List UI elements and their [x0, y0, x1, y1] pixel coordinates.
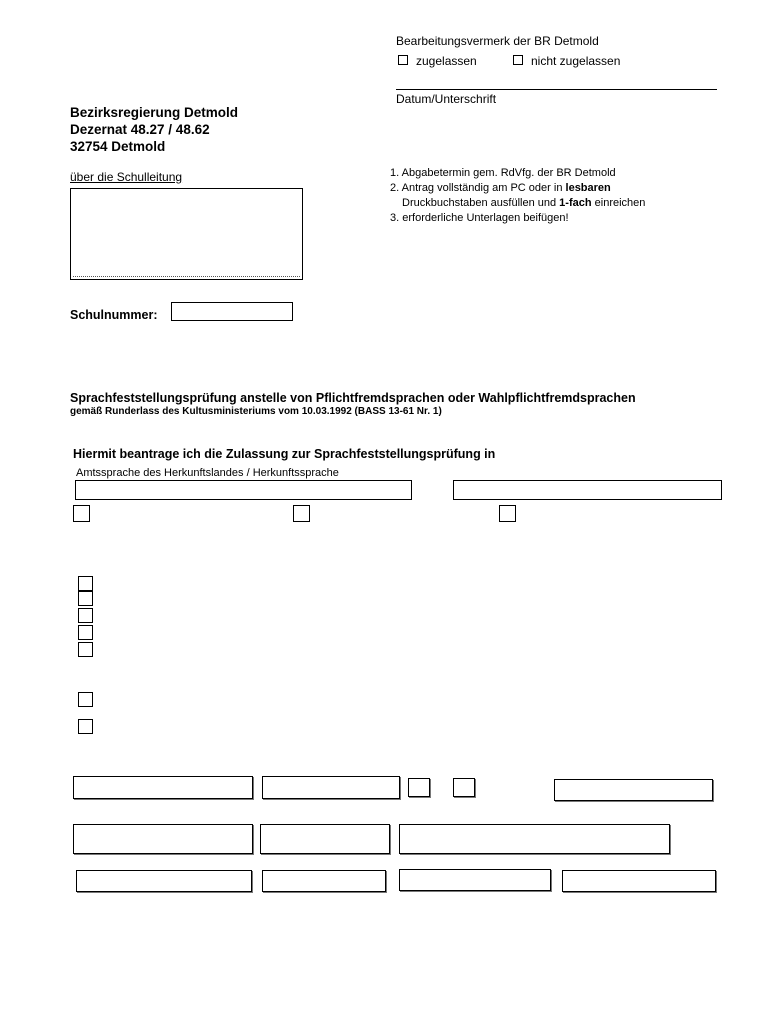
bottom-checkbox-1[interactable] [408, 778, 430, 797]
school-address-field[interactable] [70, 188, 303, 280]
address-line-2: Dezernat 48.27 / 48.62 [70, 122, 210, 137]
bottom-field-3[interactable] [554, 779, 713, 801]
school-address-underline [73, 276, 300, 277]
instruction-3-num: 3. [390, 212, 400, 224]
option-checkbox-3[interactable] [499, 505, 516, 522]
instruction-2-bold: lesbaren [565, 182, 611, 194]
address-line-3: 32754 Detmold [70, 139, 166, 154]
bottom-field-4[interactable] [73, 824, 253, 854]
instruction-1-num: 1. [390, 167, 400, 179]
date-signature-label: Datum/Unterschrift [396, 92, 497, 106]
bottom-field-7[interactable] [76, 870, 252, 892]
list-checkbox-1[interactable] [78, 576, 93, 591]
list-checkbox-4[interactable] [78, 625, 93, 640]
instruction-3-text: erforderliche Unterlagen beifügen! [402, 212, 569, 224]
approved-checkbox[interactable] [398, 55, 408, 65]
instruction-2b-text: Druckbuchstaben ausfüllen und [402, 197, 560, 209]
instruction-2-text: Antrag vollständig am PC oder in [401, 182, 566, 194]
not-approved-checkbox[interactable] [513, 55, 523, 65]
bottom-checkbox-2[interactable] [453, 778, 475, 797]
instruction-2-continued [390, 197, 645, 212]
school-number-field[interactable] [171, 302, 293, 321]
instruction-2-num: 2. [390, 182, 400, 194]
list-checkbox-6[interactable] [78, 692, 93, 707]
approved-label: zugelassen [416, 54, 477, 68]
instruction-1-text: Abgabetermin gem. RdVfg. der BR Detmold [401, 167, 616, 179]
bottom-field-1[interactable] [73, 776, 253, 799]
school-number-label: Schulnummer: [70, 308, 158, 322]
instruction-3 [390, 212, 645, 227]
instruction-2b-bold: 1-fach [559, 197, 592, 209]
bottom-field-10[interactable] [562, 870, 716, 892]
list-checkbox-7[interactable] [78, 719, 93, 734]
option-checkbox-1[interactable] [73, 505, 90, 522]
approval-title: Bearbeitungsvermerk der BR Detmold [396, 34, 599, 48]
option-checkbox-2[interactable] [293, 505, 310, 522]
not-approved-label: nicht zugelassen [531, 54, 621, 68]
instruction-1 [390, 167, 645, 182]
list-checkbox-3[interactable] [78, 608, 93, 623]
instruction-2b-post: einreichen [591, 197, 646, 209]
application-title: Hiermit beantrage ich die Zulassung zur Sprachfeststellungsprüfung in [73, 447, 496, 461]
language-field[interactable] [75, 480, 412, 500]
signature-line [396, 89, 717, 90]
second-language-field[interactable] [453, 480, 722, 500]
language-label: Amtssprache des Herkunftslandes / Herkunftssprache [76, 467, 339, 479]
list-checkbox-5[interactable] [78, 642, 93, 657]
bottom-field-8[interactable] [262, 870, 386, 892]
address-block [70, 104, 238, 155]
bottom-field-6[interactable] [399, 824, 670, 854]
via-school-label: über die Schulleitung [70, 170, 183, 184]
form-title: Sprachfeststellungsprüfung anstelle von Pflichtfremdsprachen oder Wahlpflichtfremdsprachen [70, 391, 636, 405]
address-line-1: Bezirksregierung Detmold [70, 105, 239, 120]
instructions-list [390, 167, 645, 227]
bottom-field-9[interactable] [399, 869, 551, 891]
bottom-field-2[interactable] [262, 776, 400, 799]
instruction-2 [390, 182, 645, 197]
list-checkbox-2[interactable] [78, 591, 93, 606]
bottom-field-5[interactable] [260, 824, 390, 854]
form-subtitle: gemäß Runderlass des Kultusministeriums vom 10.03.1992 (BASS 13-61 Nr. 1) [70, 406, 442, 417]
